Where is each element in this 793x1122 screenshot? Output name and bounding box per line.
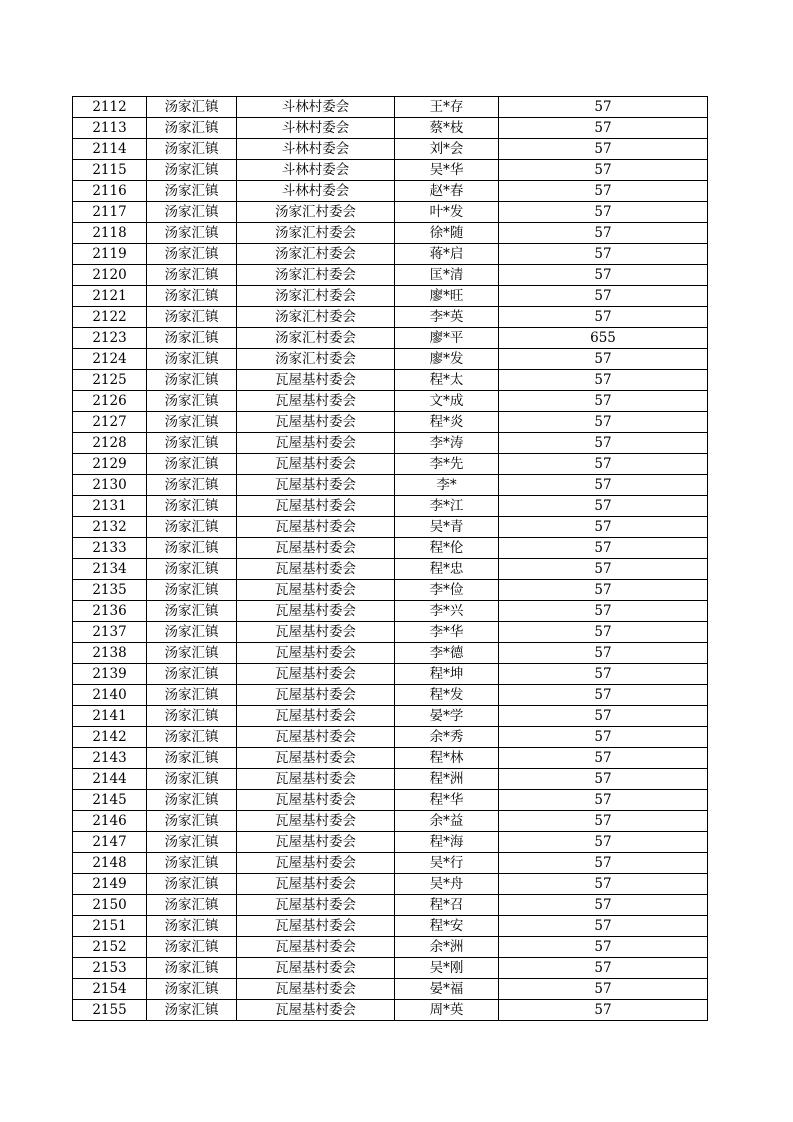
row-number-cell: 2132 [73,517,147,538]
row-number-cell: 2148 [73,853,147,874]
village-committee-cell: 瓦屋基村委会 [237,538,395,559]
name-cell: 李*涛 [395,433,499,454]
row-number-cell: 2140 [73,685,147,706]
row-number-cell: 2125 [73,370,147,391]
village-committee-cell: 汤家汇村委会 [237,223,395,244]
row-number-cell: 2144 [73,769,147,790]
amount-cell: 57 [499,916,708,937]
town-cell: 汤家汇镇 [147,307,237,328]
amount-cell: 57 [499,874,708,895]
name-cell: 李*兴 [395,601,499,622]
row-number-cell: 2120 [73,265,147,286]
table-row [73,706,708,727]
town-cell: 汤家汇镇 [147,706,237,727]
amount-cell: 57 [499,622,708,643]
name-cell: 程*发 [395,685,499,706]
name-cell: 程*海 [395,832,499,853]
village-committee-cell: 瓦屋基村委会 [237,664,395,685]
name-cell: 吴*舟 [395,874,499,895]
town-cell: 汤家汇镇 [147,328,237,349]
name-cell: 程*安 [395,916,499,937]
name-cell: 李*俭 [395,580,499,601]
name-cell: 吴*刚 [395,958,499,979]
name-cell: 余*洲 [395,937,499,958]
amount-cell: 57 [499,454,708,475]
amount-cell: 57 [499,286,708,307]
amount-cell: 57 [499,307,708,328]
name-cell: 刘*会 [395,139,499,160]
amount-cell: 57 [499,706,708,727]
name-cell: 程*洲 [395,769,499,790]
name-cell: 徐*随 [395,223,499,244]
table-row [73,475,708,496]
row-number-cell: 2127 [73,412,147,433]
row-number-cell: 2122 [73,307,147,328]
row-number-cell: 2129 [73,454,147,475]
town-cell: 汤家汇镇 [147,937,237,958]
town-cell: 汤家汇镇 [147,496,237,517]
amount-cell: 57 [499,433,708,454]
row-number-cell: 2138 [73,643,147,664]
table-row [73,1000,708,1021]
village-committee-cell: 斗林村委会 [237,181,395,202]
amount-cell: 57 [499,643,708,664]
amount-cell: 57 [499,601,708,622]
village-committee-cell: 瓦屋基村委会 [237,433,395,454]
town-cell: 汤家汇镇 [147,727,237,748]
name-cell: 晏*学 [395,706,499,727]
name-cell: 程*坤 [395,664,499,685]
row-number-cell: 2123 [73,328,147,349]
village-committee-cell: 瓦屋基村委会 [237,958,395,979]
village-committee-cell: 汤家汇村委会 [237,349,395,370]
amount-cell: 57 [499,391,708,412]
town-cell: 汤家汇镇 [147,769,237,790]
table-row [73,223,708,244]
village-committee-cell: 瓦屋基村委会 [237,475,395,496]
town-cell: 汤家汇镇 [147,874,237,895]
table-row [73,391,708,412]
village-committee-cell: 斗林村委会 [237,160,395,181]
table-row [73,748,708,769]
table-row [73,181,708,202]
table-row [73,664,708,685]
row-number-cell: 2128 [73,433,147,454]
village-committee-cell: 瓦屋基村委会 [237,1000,395,1021]
name-cell: 赵*春 [395,181,499,202]
name-cell: 程*伦 [395,538,499,559]
row-number-cell: 2133 [73,538,147,559]
name-cell: 程*太 [395,370,499,391]
village-committee-cell: 瓦屋基村委会 [237,874,395,895]
town-cell: 汤家汇镇 [147,265,237,286]
name-cell: 吴*青 [395,517,499,538]
amount-cell: 57 [499,832,708,853]
table-row [73,517,708,538]
town-cell: 汤家汇镇 [147,223,237,244]
village-committee-cell: 汤家汇村委会 [237,328,395,349]
amount-cell: 57 [499,895,708,916]
village-committee-cell: 瓦屋基村委会 [237,601,395,622]
town-cell: 汤家汇镇 [147,433,237,454]
amount-cell: 57 [499,979,708,1000]
row-number-cell: 2135 [73,580,147,601]
row-number-cell: 2155 [73,1000,147,1021]
name-cell: 程*忠 [395,559,499,580]
table-row [73,895,708,916]
name-cell: 李*先 [395,454,499,475]
table-row [73,412,708,433]
town-cell: 汤家汇镇 [147,643,237,664]
amount-cell: 57 [499,265,708,286]
village-committee-cell: 瓦屋基村委会 [237,748,395,769]
table-row [73,139,708,160]
village-committee-cell: 瓦屋基村委会 [237,370,395,391]
town-cell: 汤家汇镇 [147,559,237,580]
table-body [73,97,708,1021]
amount-cell: 57 [499,727,708,748]
town-cell: 汤家汇镇 [147,790,237,811]
name-cell: 程*炎 [395,412,499,433]
amount-cell: 57 [499,97,708,118]
row-number-cell: 2136 [73,601,147,622]
row-number-cell: 2137 [73,622,147,643]
town-cell: 汤家汇镇 [147,349,237,370]
row-number-cell: 2130 [73,475,147,496]
table-row [73,349,708,370]
amount-cell: 57 [499,937,708,958]
name-cell: 廖*平 [395,328,499,349]
village-committee-cell: 瓦屋基村委会 [237,790,395,811]
village-committee-cell: 瓦屋基村委会 [237,916,395,937]
name-cell: 蒋*启 [395,244,499,265]
row-number-cell: 2115 [73,160,147,181]
town-cell: 汤家汇镇 [147,622,237,643]
town-cell: 汤家汇镇 [147,601,237,622]
amount-cell: 57 [499,181,708,202]
town-cell: 汤家汇镇 [147,97,237,118]
village-committee-cell: 瓦屋基村委会 [237,643,395,664]
town-cell: 汤家汇镇 [147,916,237,937]
row-number-cell: 2113 [73,118,147,139]
table-row [73,97,708,118]
table-row [73,118,708,139]
town-cell: 汤家汇镇 [147,832,237,853]
village-committee-cell: 瓦屋基村委会 [237,937,395,958]
data-table [72,96,708,1021]
row-number-cell: 2145 [73,790,147,811]
row-number-cell: 2141 [73,706,147,727]
amount-cell: 57 [499,475,708,496]
row-number-cell: 2143 [73,748,147,769]
name-cell: 李* [395,475,499,496]
row-number-cell: 2131 [73,496,147,517]
town-cell: 汤家汇镇 [147,979,237,1000]
name-cell: 文*成 [395,391,499,412]
town-cell: 汤家汇镇 [147,1000,237,1021]
amount-cell: 655 [499,328,708,349]
table-row [73,832,708,853]
table-row [73,559,708,580]
table-row [73,643,708,664]
row-number-cell: 2139 [73,664,147,685]
row-number-cell: 2134 [73,559,147,580]
town-cell: 汤家汇镇 [147,811,237,832]
row-number-cell: 2126 [73,391,147,412]
name-cell: 余*益 [395,811,499,832]
village-committee-cell: 斗林村委会 [237,118,395,139]
table-row [73,433,708,454]
amount-cell: 57 [499,223,708,244]
name-cell: 李*华 [395,622,499,643]
amount-cell: 57 [499,559,708,580]
row-number-cell: 2146 [73,811,147,832]
amount-cell: 57 [499,958,708,979]
amount-cell: 57 [499,349,708,370]
table-row [73,244,708,265]
name-cell: 程*林 [395,748,499,769]
village-committee-cell: 瓦屋基村委会 [237,685,395,706]
amount-cell: 57 [499,580,708,601]
town-cell: 汤家汇镇 [147,181,237,202]
village-committee-cell: 瓦屋基村委会 [237,895,395,916]
name-cell: 王*存 [395,97,499,118]
town-cell: 汤家汇镇 [147,853,237,874]
town-cell: 汤家汇镇 [147,748,237,769]
table-row [73,454,708,475]
table-row [73,937,708,958]
amount-cell: 57 [499,538,708,559]
row-number-cell: 2142 [73,727,147,748]
name-cell: 匡*清 [395,265,499,286]
village-committee-cell: 瓦屋基村委会 [237,559,395,580]
row-number-cell: 2147 [73,832,147,853]
row-number-cell: 2116 [73,181,147,202]
row-number-cell: 2112 [73,97,147,118]
name-cell: 余*秀 [395,727,499,748]
village-committee-cell: 瓦屋基村委会 [237,496,395,517]
town-cell: 汤家汇镇 [147,580,237,601]
amount-cell: 57 [499,685,708,706]
village-committee-cell: 汤家汇村委会 [237,244,395,265]
name-cell: 廖*旺 [395,286,499,307]
village-committee-cell: 瓦屋基村委会 [237,706,395,727]
town-cell: 汤家汇镇 [147,454,237,475]
town-cell: 汤家汇镇 [147,685,237,706]
amount-cell: 57 [499,853,708,874]
name-cell: 蔡*枝 [395,118,499,139]
town-cell: 汤家汇镇 [147,958,237,979]
amount-cell: 57 [499,412,708,433]
village-committee-cell: 斗林村委会 [237,97,395,118]
village-committee-cell: 瓦屋基村委会 [237,811,395,832]
row-number-cell: 2117 [73,202,147,223]
table-row [73,307,708,328]
village-committee-cell: 瓦屋基村委会 [237,727,395,748]
town-cell: 汤家汇镇 [147,370,237,391]
table-row [73,790,708,811]
row-number-cell: 2150 [73,895,147,916]
name-cell: 吴*行 [395,853,499,874]
name-cell: 晏*福 [395,979,499,1000]
table-row [73,370,708,391]
table-row [73,685,708,706]
row-number-cell: 2154 [73,979,147,1000]
name-cell: 周*英 [395,1000,499,1021]
town-cell: 汤家汇镇 [147,118,237,139]
amount-cell: 57 [499,160,708,181]
name-cell: 程*华 [395,790,499,811]
table-row [73,202,708,223]
table-row [73,601,708,622]
table-row [73,538,708,559]
amount-cell: 57 [499,811,708,832]
amount-cell: 57 [499,370,708,391]
village-committee-cell: 瓦屋基村委会 [237,769,395,790]
table-row [73,958,708,979]
name-cell: 程*召 [395,895,499,916]
town-cell: 汤家汇镇 [147,202,237,223]
table-row [73,160,708,181]
town-cell: 汤家汇镇 [147,895,237,916]
village-committee-cell: 瓦屋基村委会 [237,412,395,433]
village-committee-cell: 瓦屋基村委会 [237,832,395,853]
row-number-cell: 2151 [73,916,147,937]
village-committee-cell: 瓦屋基村委会 [237,391,395,412]
amount-cell: 57 [499,748,708,769]
town-cell: 汤家汇镇 [147,244,237,265]
row-number-cell: 2114 [73,139,147,160]
row-number-cell: 2119 [73,244,147,265]
village-committee-cell: 瓦屋基村委会 [237,580,395,601]
name-cell: 廖*发 [395,349,499,370]
table-row [73,286,708,307]
village-committee-cell: 瓦屋基村委会 [237,517,395,538]
town-cell: 汤家汇镇 [147,517,237,538]
town-cell: 汤家汇镇 [147,538,237,559]
town-cell: 汤家汇镇 [147,412,237,433]
table-row [73,979,708,1000]
table-row [73,874,708,895]
table-row [73,265,708,286]
village-committee-cell: 瓦屋基村委会 [237,979,395,1000]
name-cell: 李*德 [395,643,499,664]
village-committee-cell: 瓦屋基村委会 [237,454,395,475]
amount-cell: 57 [499,790,708,811]
table-row [73,328,708,349]
village-committee-cell: 汤家汇村委会 [237,202,395,223]
table-row [73,580,708,601]
table-row [73,727,708,748]
village-committee-cell: 汤家汇村委会 [237,286,395,307]
name-cell: 吴*华 [395,160,499,181]
row-number-cell: 2121 [73,286,147,307]
town-cell: 汤家汇镇 [147,160,237,181]
name-cell: 李*英 [395,307,499,328]
amount-cell: 57 [499,517,708,538]
amount-cell: 57 [499,664,708,685]
amount-cell: 57 [499,139,708,160]
amount-cell: 57 [499,769,708,790]
name-cell: 叶*发 [395,202,499,223]
town-cell: 汤家汇镇 [147,286,237,307]
row-number-cell: 2152 [73,937,147,958]
town-cell: 汤家汇镇 [147,475,237,496]
row-number-cell: 2149 [73,874,147,895]
row-number-cell: 2153 [73,958,147,979]
amount-cell: 57 [499,244,708,265]
amount-cell: 57 [499,1000,708,1021]
village-committee-cell: 汤家汇村委会 [237,307,395,328]
row-number-cell: 2124 [73,349,147,370]
village-committee-cell: 汤家汇村委会 [237,265,395,286]
town-cell: 汤家汇镇 [147,664,237,685]
table-row [73,811,708,832]
table-row [73,769,708,790]
table-row [73,622,708,643]
village-committee-cell: 斗林村委会 [237,139,395,160]
table-row [73,496,708,517]
town-cell: 汤家汇镇 [147,139,237,160]
amount-cell: 57 [499,496,708,517]
village-committee-cell: 瓦屋基村委会 [237,853,395,874]
table-row [73,853,708,874]
town-cell: 汤家汇镇 [147,391,237,412]
table-row [73,916,708,937]
village-committee-cell: 瓦屋基村委会 [237,622,395,643]
name-cell: 李*江 [395,496,499,517]
row-number-cell: 2118 [73,223,147,244]
amount-cell: 57 [499,118,708,139]
amount-cell: 57 [499,202,708,223]
